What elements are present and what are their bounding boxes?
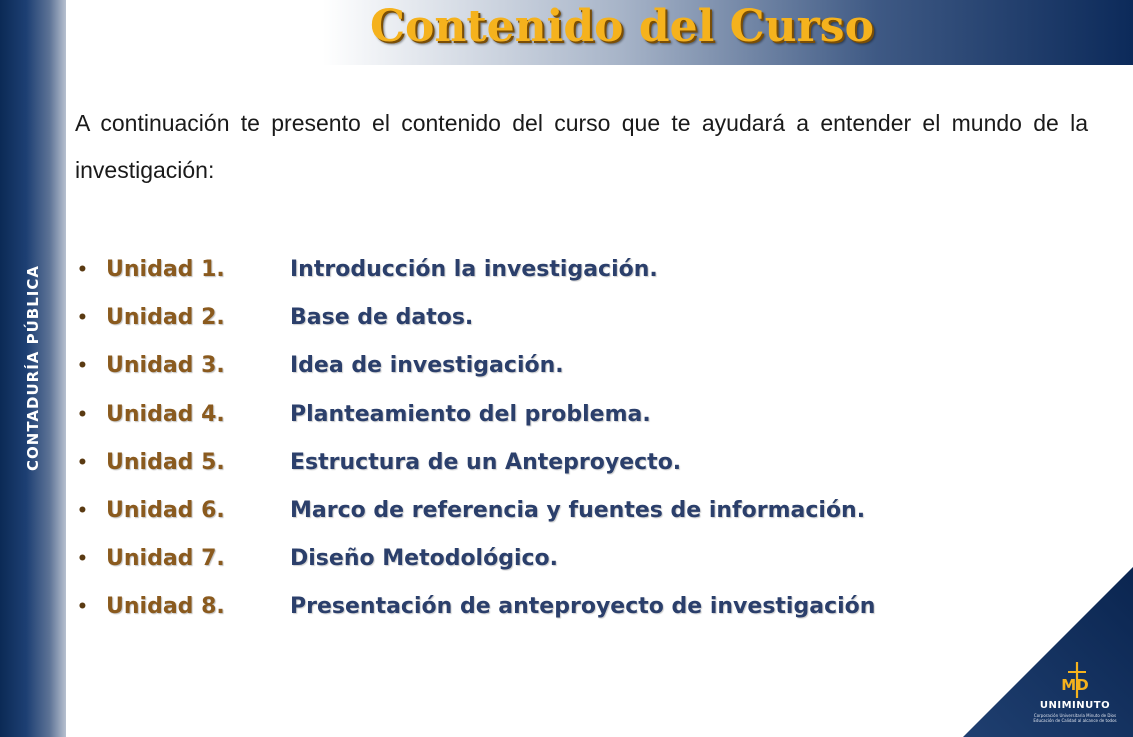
unit-title: Presentación de anteproyecto de investigación — [290, 594, 876, 620]
left-sidebar-band — [0, 0, 66, 737]
unit-title: Marco de referencia y fuentes de información. — [290, 497, 866, 523]
bullet-icon: • — [77, 356, 88, 377]
page-title: Contenido del Curso — [370, 1, 874, 52]
unit-title: Idea de investigación. — [290, 353, 564, 379]
unit-number: Unidad 1. — [106, 257, 225, 282]
unit-number: Unidad 4. — [106, 401, 225, 427]
bullet-icon: • — [77, 404, 88, 425]
unit-title: Introducción la investigación. — [290, 257, 658, 282]
unit-title: Diseño Metodológico. — [290, 546, 559, 572]
logo-tagline-1: Corporación Universitaria Minuto de Dios — [1033, 713, 1117, 718]
unit-number: Unidad 3. — [106, 353, 225, 379]
logo-tagline-2: Educación de Calidad al alcance de todos — [1033, 718, 1117, 723]
unit-number: Unidad 7. — [106, 546, 225, 572]
unit-title: Estructura de un Anteproyecto. — [290, 449, 682, 475]
bullet-icon: • — [77, 597, 88, 618]
unit-number: Unidad 6. — [106, 497, 225, 523]
bullet-icon: • — [77, 260, 88, 280]
unit-title: Base de datos. — [290, 305, 474, 331]
bullet-icon: • — [77, 500, 88, 521]
bullet-icon: • — [77, 549, 88, 570]
bullet-icon: • — [77, 308, 88, 329]
logo-name: UNIMINUTO — [1039, 700, 1111, 711]
logo-monogram: MD — [1061, 676, 1089, 694]
unit-number: Unidad 8. — [106, 594, 225, 620]
unit-title: Planteamiento del problema. — [290, 401, 651, 427]
unit-number: Unidad 2. — [106, 305, 225, 331]
bullet-icon: • — [77, 452, 88, 473]
logo-tagline — [1030, 713, 1120, 723]
program-label: CONTADURÍA PÚBLICA — [24, 265, 42, 471]
unit-number: Unidad 5. — [106, 449, 225, 475]
intro-paragraph: A continuación te presento el contenido del curso que te ayudará a entender el mundo de la investigación: — [75, 110, 1088, 183]
